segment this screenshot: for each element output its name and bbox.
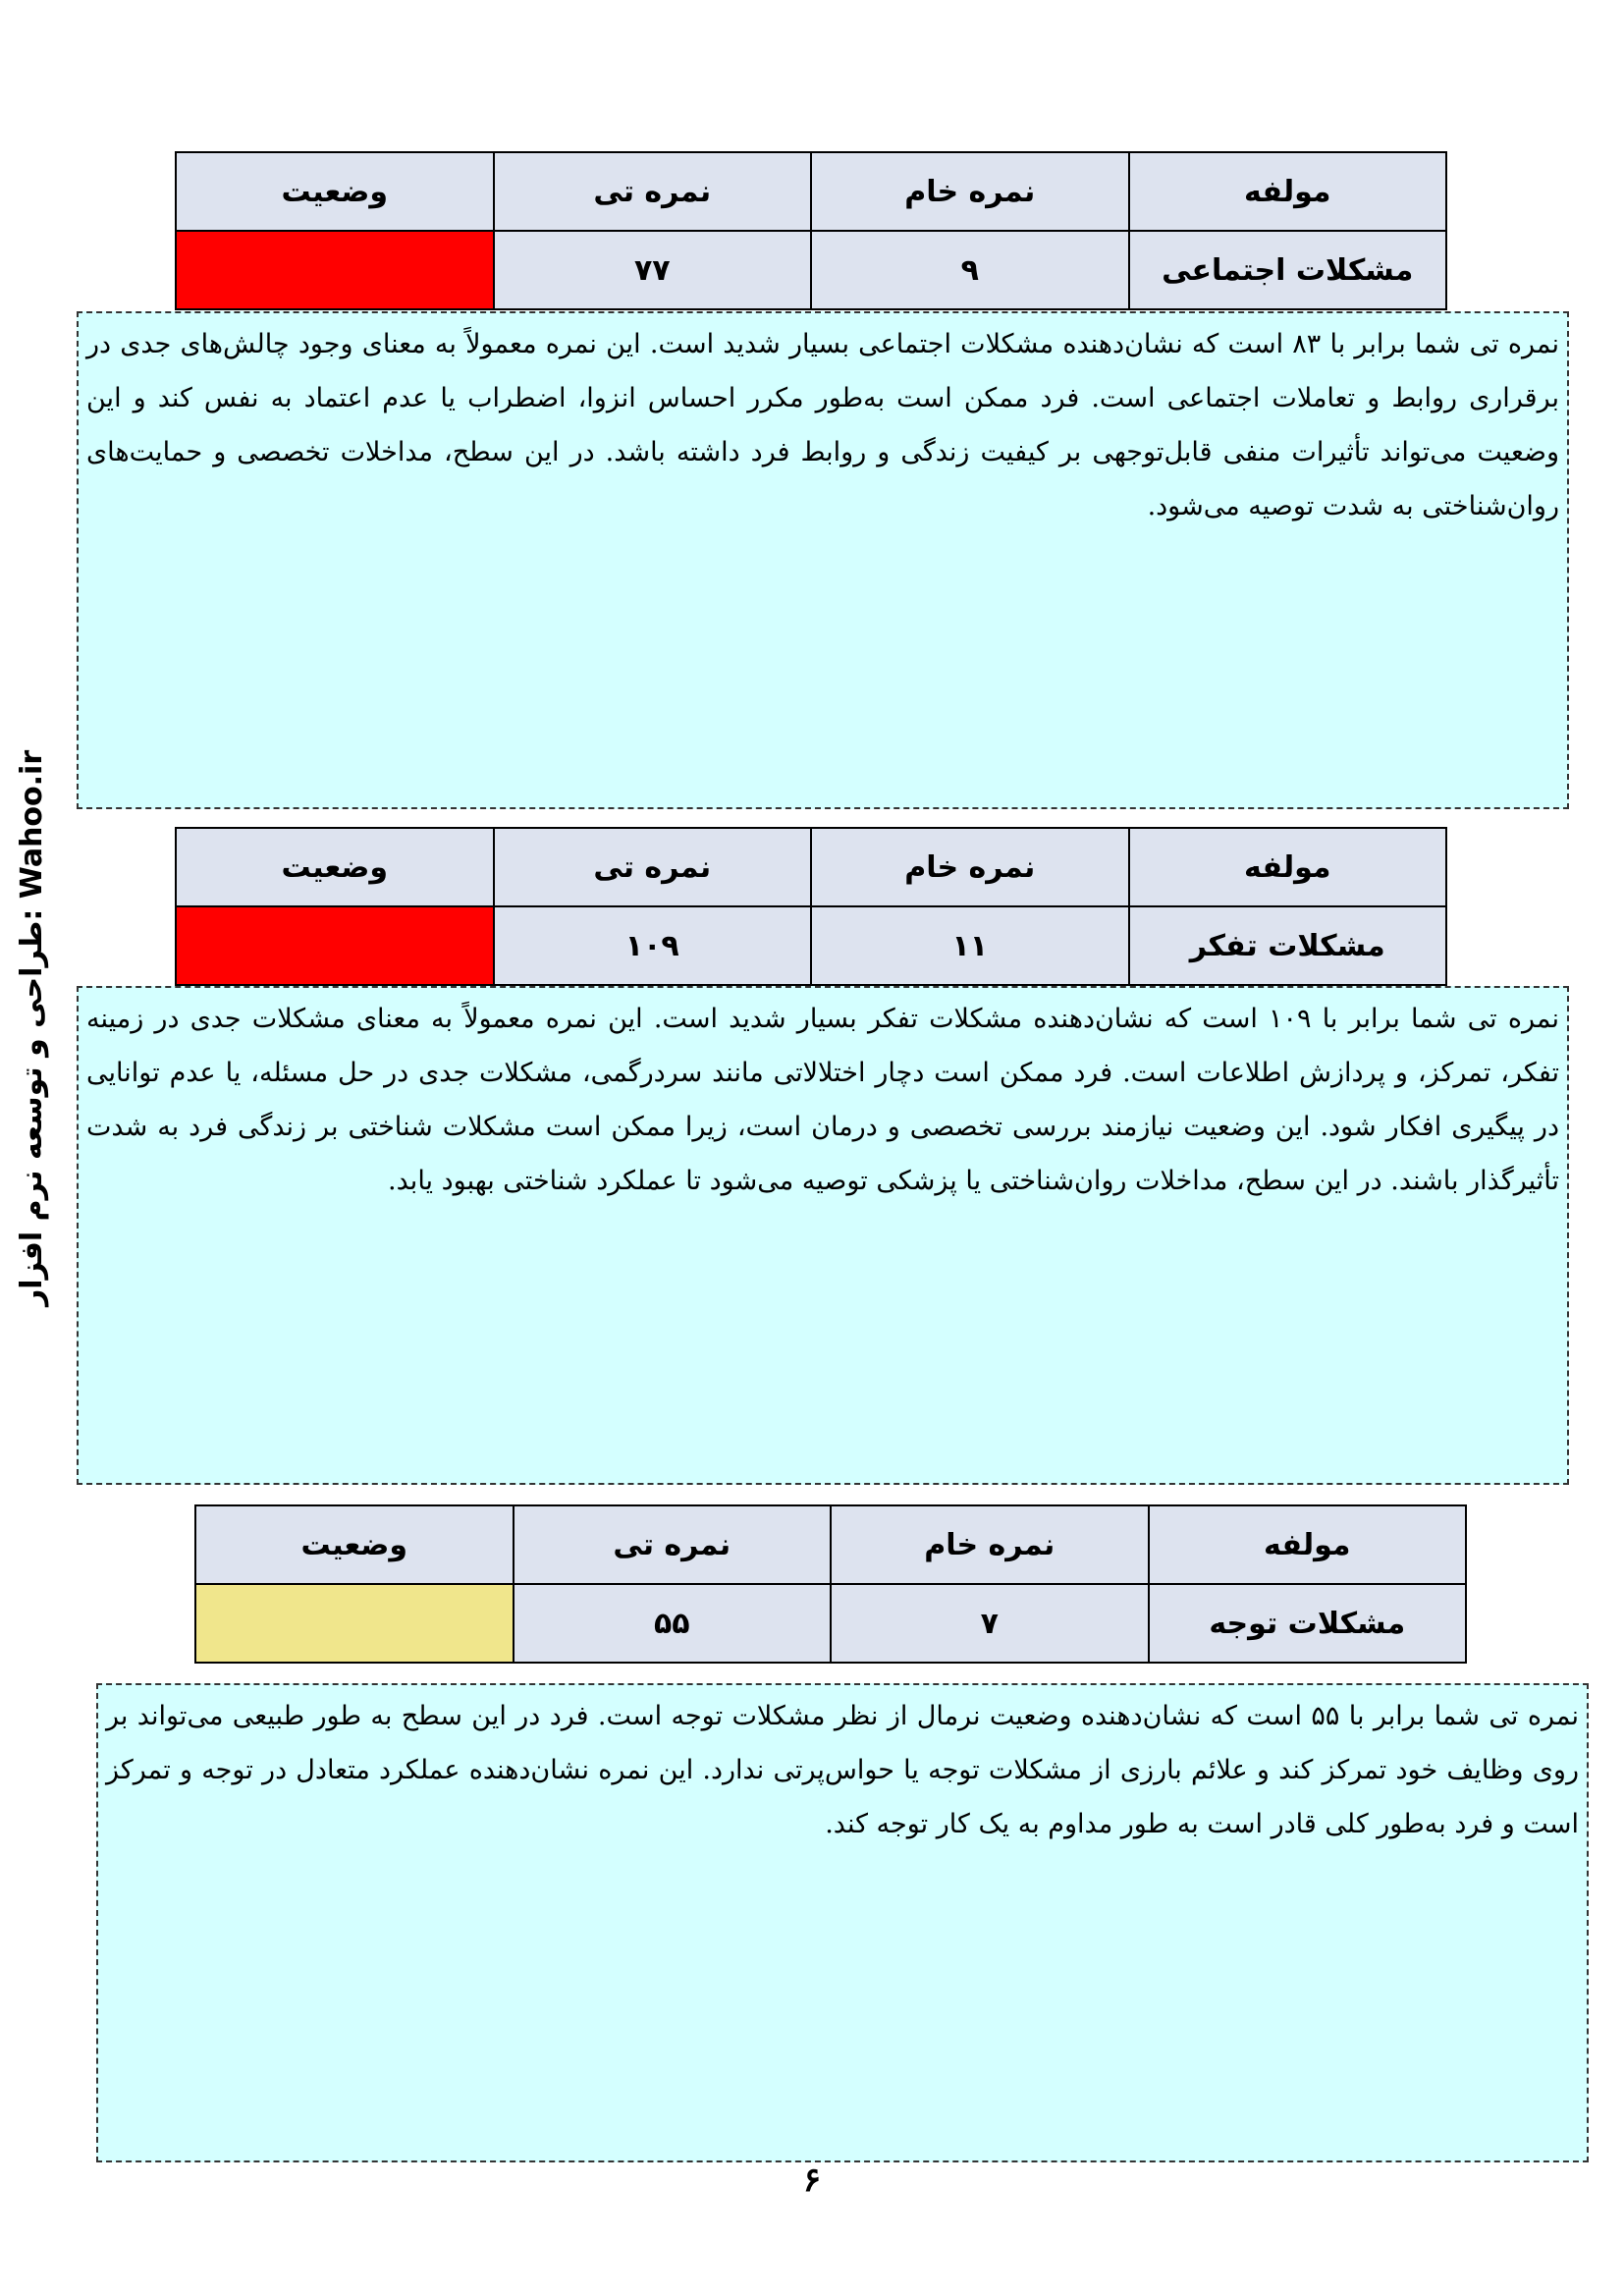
header-component: مولفه <box>1149 1505 1467 1584</box>
raw-score-value: ۱۱ <box>811 906 1129 985</box>
score-table-social <box>175 151 1447 310</box>
t-score-value: ۷۷ <box>494 231 812 309</box>
table-row <box>195 1584 1466 1663</box>
status-indicator <box>176 231 494 309</box>
t-score-value: ۱۰۹ <box>494 906 812 985</box>
t-score-value: ۵۵ <box>514 1584 832 1663</box>
component-name: مشکلات تفکر <box>1129 906 1447 985</box>
page-number: ۶ <box>802 2160 822 2200</box>
header-t-score: نمره تی <box>494 152 812 231</box>
description-box-social: نمره تی شما برابر با ۸۳ است که نشان‌دهنده مشکلات اجتماعی بسیار شدید است. این نمره معمولاً به معنای وجود چالش‌های جدی در برقراری روابط و تعاملات اجتماعی است. فرد ممکن است به‌طور مکرر احساس انزوا، اضطراب یا عدم اعتماد به نفس کند و این وضعیت می‌تواند تأثیرات منفی قابل‌توجهی بر کیفیت زندگی و روابط فرد داشته باشد. در این سطح، مداخلات تخصصی و حمایت‌های روان‌شناختی به شدت توصیه می‌شود. <box>77 311 1569 809</box>
table-row <box>176 906 1446 985</box>
header-status: وضعیت <box>195 1505 514 1584</box>
component-name: مشکلات اجتماعی <box>1129 231 1447 309</box>
status-indicator <box>176 906 494 985</box>
header-component: مولفه <box>1129 828 1447 906</box>
component-name: مشکلات توجه <box>1149 1584 1467 1663</box>
status-indicator <box>195 1584 514 1663</box>
description-box-attention: نمره تی شما برابر با ۵۵ است که نشان‌دهنده وضعیت نرمال از نظر مشکلات توجه است. فرد در این سطح به طور طبیعی می‌تواند بر روی وظایف خود تمرکز کند و علائم بارزی از مشکلات توجه یا حواس‌پرتی ندارد. این نمره نشان‌دهنده عملکرد متعادل در توجه و تمرکز است و فرد به‌طور کلی قادر است به طور مداوم به یک کار توجه کند. <box>96 1683 1589 2162</box>
header-t-score: نمره تی <box>494 828 812 906</box>
description-box-thinking: نمره تی شما برابر با ۱۰۹ است که نشان‌دهنده مشکلات تفکر بسیار شدید است. این نمره معمولاً به معنای مشکلات جدی در زمینه تفکر، تمرکز، و پردازش اطلاعات است. فرد ممکن است دچار اختلالاتی مانند سردرگمی، مشکلات جدی در حل مسئله، یا عدم توانایی در پیگیری افکار شود. این وضعیت نیازمند بررسی تخصصی و درمان است، زیرا ممکن است مشکلات شناختی بر زندگی فرد به شدت تأثیرگذار باشند. در این سطح، مداخلات روان‌شناختی یا پزشکی توصیه می‌شود تا عملکرد شناختی بهبود یابد. <box>77 986 1569 1485</box>
table-header-row <box>195 1505 1466 1584</box>
table-row <box>176 231 1446 309</box>
header-status: وضعیت <box>176 152 494 231</box>
header-raw-score: نمره خام <box>811 152 1129 231</box>
header-status: وضعیت <box>176 828 494 906</box>
table-header-row <box>176 152 1446 231</box>
header-component: مولفه <box>1129 152 1447 231</box>
header-raw-score: نمره خام <box>811 828 1129 906</box>
table-header-row <box>176 828 1446 906</box>
header-raw-score: نمره خام <box>831 1505 1149 1584</box>
raw-score-value: ۹ <box>811 231 1129 309</box>
score-table-attention <box>194 1504 1467 1664</box>
header-t-score: نمره تی <box>514 1505 832 1584</box>
raw-score-value: ۷ <box>831 1584 1149 1663</box>
side-credit-text: طراحی و توسعه نرم افزار: Wahoo.ir <box>15 749 49 1306</box>
score-table-thinking <box>175 827 1447 986</box>
